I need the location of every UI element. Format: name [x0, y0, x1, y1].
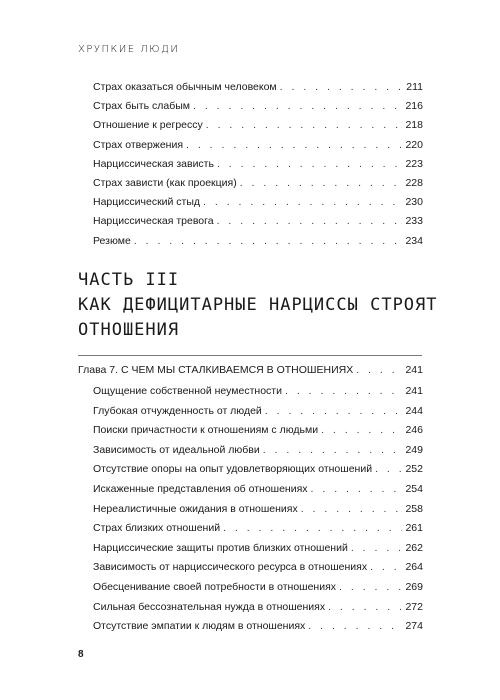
toc-entry-page: 241: [405, 385, 423, 397]
toc-entry-title: Зависимость от идеальной любви: [93, 443, 260, 456]
toc-entry-title: Поиски причастности к отношениям с людьми: [93, 424, 319, 437]
toc-entry[interactable]: [93, 99, 423, 113]
toc-entry-title: Сильная бессознательная нужда в отношениях: [93, 600, 326, 613]
toc-entry[interactable]: [93, 600, 423, 614]
toc-entry-title: Нарциссическая зависть: [93, 157, 214, 170]
toc-entry-title: Обесценивание своей потребности в отношениях: [93, 581, 337, 593]
toc-entry-title: Отсутствие опоры на опыт удовлетворяющих отношений: [93, 463, 373, 476]
toc-entry-page: 258: [405, 502, 423, 515]
dot-leader: [193, 99, 402, 113]
toc-entry-title: Зависимость от нарциссического ресурса в отношениях: [93, 561, 368, 574]
toc-entry-title: Отсутствие эмпатии к людям в отношениях: [93, 620, 306, 633]
toc-entry[interactable]: [93, 157, 423, 171]
dot-leader: [375, 462, 402, 476]
dot-leader: [285, 384, 402, 398]
toc-entry-page: 272: [405, 600, 423, 613]
toc-entry-page: 211: [406, 81, 423, 93]
dot-leader: [351, 541, 403, 555]
dot-leader: [240, 176, 403, 190]
toc-entry-page: 264: [405, 561, 423, 574]
toc-entry-page: 220: [405, 138, 423, 151]
part-heading-line-1: ЧАСТЬ III: [78, 270, 180, 290]
dot-leader: [203, 195, 402, 209]
page-number: 8: [78, 649, 84, 660]
toc-entry[interactable]: [93, 462, 423, 476]
toc-entry-title: Искаженные представления об отношениях: [93, 483, 308, 495]
toc-entry-page: 218: [405, 119, 423, 132]
toc-entry-page: 262: [405, 541, 423, 554]
dot-leader: [186, 138, 402, 152]
dot-leader: [280, 80, 404, 94]
toc-entry-page: 216: [405, 100, 423, 113]
dot-leader: [356, 363, 402, 377]
toc-entry[interactable]: [93, 482, 423, 496]
toc-entry[interactable]: [93, 384, 423, 398]
toc-entry[interactable]: [93, 443, 423, 457]
toc-entry[interactable]: [93, 541, 423, 555]
dot-leader: [263, 443, 403, 457]
toc-entry[interactable]: [93, 580, 423, 594]
chapter-title: Глава 7. С ЧЕМ МЫ СТАЛКИВАЕМСЯ В ОТНОШЕНИЯХ: [78, 364, 354, 376]
toc-entry[interactable]: [93, 118, 423, 132]
toc-entry-title: Отношение к регрессу: [93, 119, 203, 132]
dot-leader: [217, 157, 403, 171]
toc-entry[interactable]: [93, 560, 423, 574]
toc-entry-page: 269: [405, 581, 423, 593]
toc-entry-page: 246: [405, 424, 423, 437]
toc-entry-page: 249: [405, 443, 423, 456]
toc-entry-title: Страх оказаться обычным человеком: [93, 81, 277, 93]
toc-entry-page: 223: [405, 157, 423, 170]
toc-entry[interactable]: [93, 234, 423, 248]
toc-entry-page: 228: [405, 177, 423, 189]
toc-entry-title: Резюме: [93, 234, 131, 247]
toc-entry-page: 234: [405, 234, 423, 247]
dot-leader: [265, 404, 403, 418]
toc-entry-page: 233: [405, 215, 423, 228]
toc-entry-title: Ощущение собственной неуместности: [93, 385, 282, 397]
dot-leader: [206, 118, 403, 132]
dot-leader: [370, 560, 402, 574]
dot-leader: [321, 423, 402, 437]
toc-entry-title: Глубокая отчужденность от людей: [93, 404, 262, 417]
toc-entry[interactable]: [93, 423, 423, 437]
dot-leader: [134, 234, 403, 248]
toc-entry[interactable]: [93, 619, 423, 633]
toc-entry[interactable]: [93, 138, 423, 152]
toc-entry[interactable]: [93, 214, 423, 228]
toc-entry-title: Нереалистичные ожидания в отношениях: [93, 502, 298, 515]
toc-entry[interactable]: [93, 195, 423, 209]
toc-entry[interactable]: [93, 404, 423, 418]
part-heading-line-2: КАК ДЕФИЦИТАРНЫЕ НАРЦИССЫ СТРОЯТ: [78, 295, 438, 315]
dot-leader: [301, 502, 403, 516]
toc-entry-title: Страх отвержения: [93, 138, 184, 151]
part-heading-line-3: ОТНОШЕНИЯ: [78, 320, 180, 340]
toc-entry-page: 244: [405, 404, 423, 417]
toc-entry-page: 254: [405, 483, 423, 495]
toc-entry[interactable]: [93, 80, 423, 94]
toc-entry-title: Нарциссические защиты против близких отношений: [93, 541, 348, 554]
toc-entry-title: Нарциссическая тревога: [93, 215, 214, 228]
toc-entry-title: Страх близких отношений: [93, 522, 221, 535]
dot-leader: [311, 482, 403, 496]
toc-entry-title: Страх зависти (как проекция): [93, 177, 237, 189]
toc-entry[interactable]: [93, 502, 423, 516]
toc-entry-page: 252: [405, 463, 423, 476]
toc-entry-page: 274: [405, 620, 423, 633]
toc-entry[interactable]: [93, 521, 423, 535]
toc-entry-title: Страх быть слабым: [93, 100, 190, 113]
dot-leader: [328, 600, 402, 614]
toc-entry[interactable]: [93, 176, 423, 190]
toc-entry-page: 261: [405, 522, 423, 535]
chapter-page: 241: [405, 364, 423, 376]
dot-leader: [339, 580, 402, 594]
dot-leader: [217, 214, 403, 228]
dot-leader: [223, 521, 402, 535]
chapter-row[interactable]: [78, 363, 423, 377]
running-header: ХРУПКИЕ ЛЮДИ: [78, 44, 180, 55]
part-divider: [78, 355, 422, 356]
toc-entry-title: Нарциссический стыд: [93, 196, 201, 209]
dot-leader: [308, 619, 402, 633]
toc-entry-page: 230: [405, 196, 423, 209]
